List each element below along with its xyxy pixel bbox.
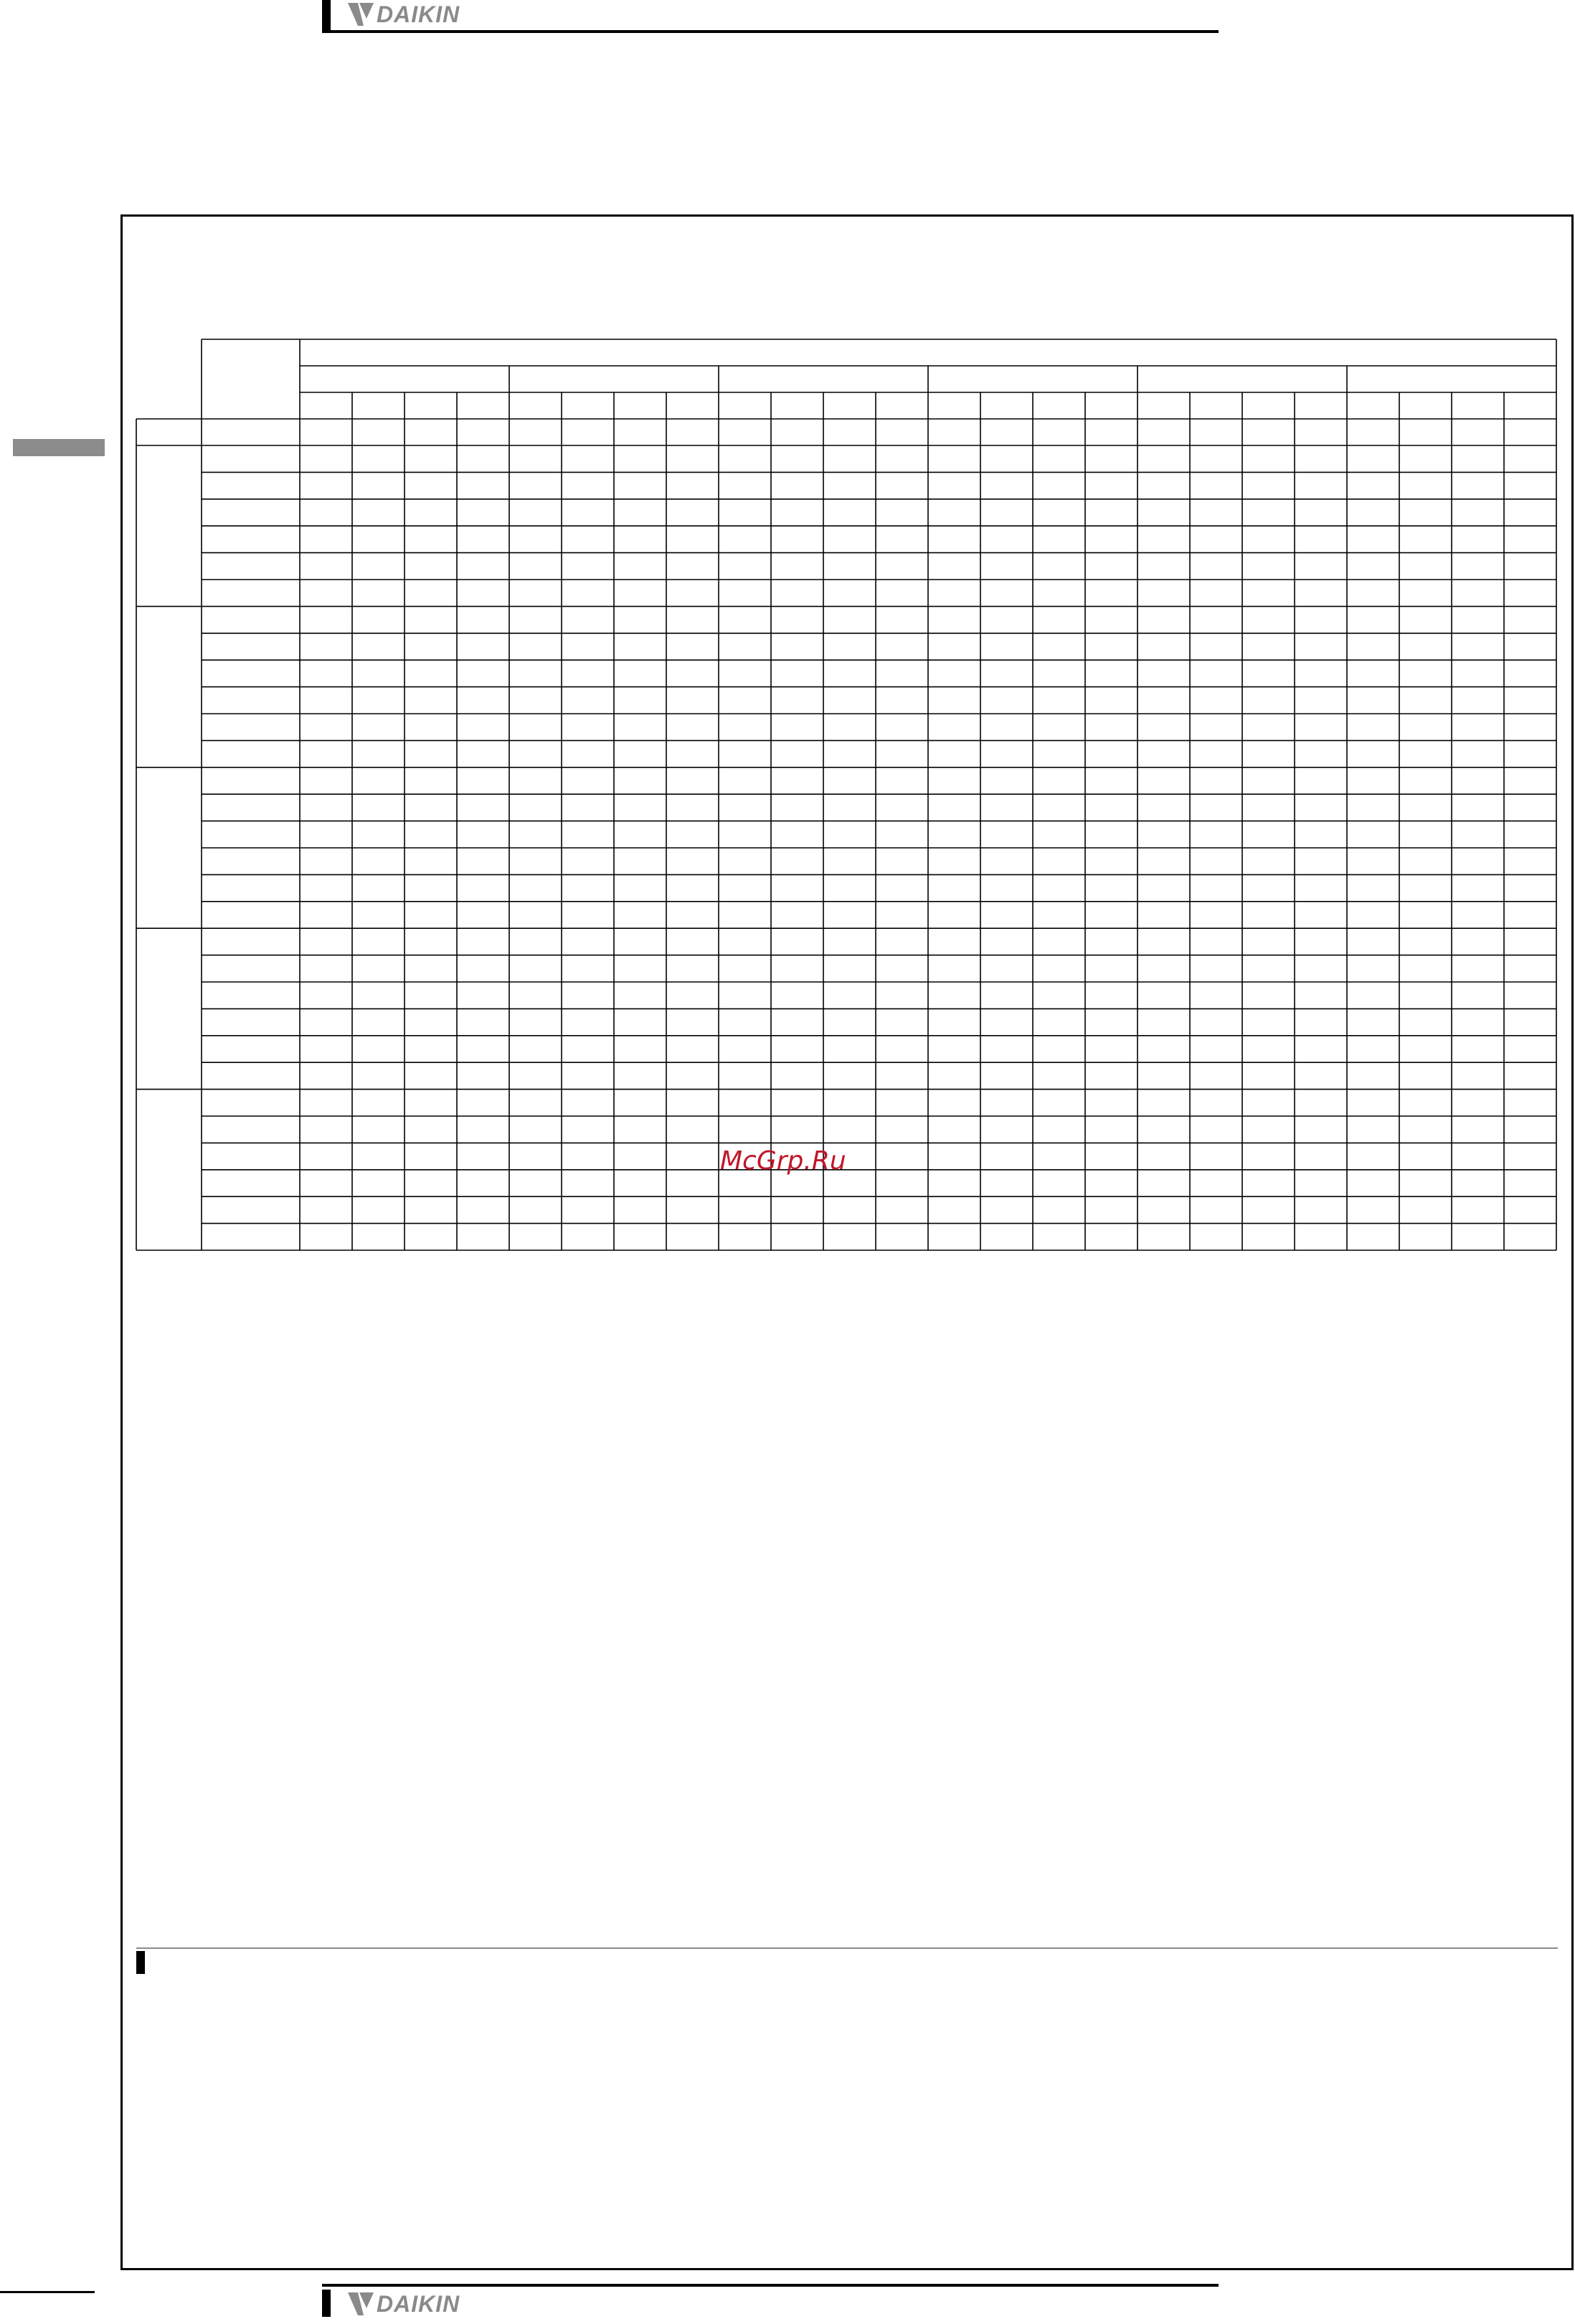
footer-logo-bar: [322, 2284, 1219, 2317]
watermark-text: McGrp.Ru: [720, 1146, 846, 1176]
footer-brand-text: DAIKIN: [377, 2290, 460, 2317]
daikin-wing-logo-icon: [348, 2292, 374, 2315]
section-divider: [136, 1947, 1558, 1949]
header-brand-text: DAIKIN: [377, 1, 460, 27]
footer-tick-mark: [322, 2290, 331, 2317]
section-tick-mark: [136, 1951, 145, 1974]
footer-rule: [322, 2284, 1219, 2287]
footer-logo: [348, 2290, 460, 2318]
footer-left-rule: [0, 2291, 95, 2293]
